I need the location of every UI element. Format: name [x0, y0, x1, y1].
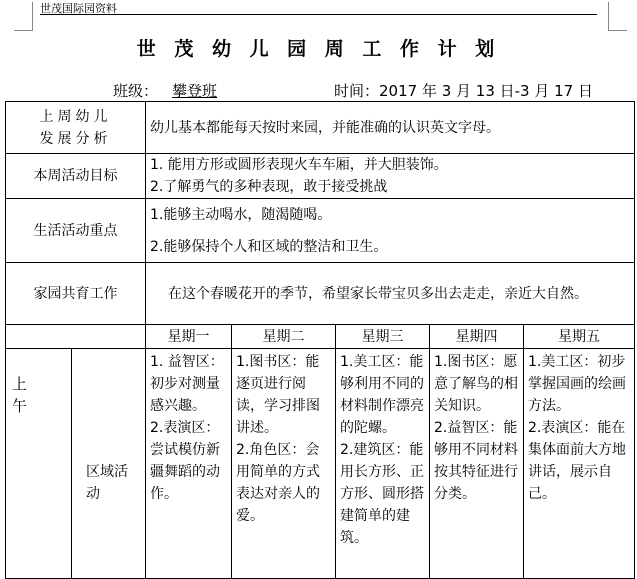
last-week-label: 上周幼儿 发展分析 [6, 102, 146, 154]
row-day-headers [6, 325, 635, 349]
life-label: 生活活动重点 [6, 199, 146, 263]
last-week-content: 幼儿基本都能每天按时来园，并能准确的认识英文字母。 [146, 102, 635, 154]
morning-cell-wed: 1.美工区：能够利用不同的材料制作漂亮的陀螺。 2.建筑区：能用长方形、正方形、圆形搭建简单的建筑。 [336, 349, 430, 579]
goals-label: 本周活动目标 [6, 154, 146, 199]
day-header-tue: 星期二 [232, 325, 336, 349]
day-header-wed: 星期三 [336, 325, 430, 349]
class-label: 班级： [113, 82, 159, 100]
day-header-mon: 星期一 [146, 325, 232, 349]
life-content: 1.能够主动喝水，随渴随喝。 2.能够保持个人和区域的整洁和卫生。 [146, 199, 635, 263]
home-label: 家园共育工作 [6, 263, 146, 325]
class-value: 攀登班 [172, 82, 218, 100]
row-morning [6, 349, 635, 579]
date-range: 时间：2017 年 3 月 13 日-3 月 17 日 [334, 82, 593, 100]
row-last-week [6, 102, 635, 154]
crop-mark-top-right [608, 2, 627, 31]
crop-mark-top-left [14, 2, 33, 31]
morning-cell-tue: 1.图书区：能逐页进行阅读，学习排图讲述。 2.角色区：会用简单的方式表达对亲人的爱。 [232, 349, 336, 579]
morning-cell-thu: 1.图书区：愿意了解鸟的相关知识。 2.益智区：能够用不同材料按其特征进行分类。 [430, 349, 524, 579]
area-activity-label: 区域活 动 [72, 349, 146, 579]
morning-label: 上 午 [6, 349, 72, 579]
day-header-fri: 星期五 [524, 325, 635, 349]
header-rule [40, 14, 597, 15]
goals-content: 1. 能用方形或圆形表现火车车厢，并大胆装饰。 2.了解勇气的多种表现，敢于接受挑战 [146, 154, 635, 199]
document-title: 世 茂 幼 儿 园 周 工 作 计 划 [136, 38, 501, 60]
day-header-blank [6, 325, 146, 349]
morning-cell-mon: 1. 益智区：初步对测量感兴趣。 2.表演区：尝试模仿新疆舞蹈的动作。 [146, 349, 232, 579]
page-header-text: 世茂国际园资料 [40, 2, 117, 15]
morning-cell-fri: 1.美工区：初步掌握国画的绘画方法。 2.表演区：能在集体面前大方地讲话，展示自己。 [524, 349, 635, 579]
day-header-thu: 星期四 [430, 325, 524, 349]
row-home [6, 263, 635, 325]
row-goals [6, 154, 635, 199]
row-life [6, 199, 635, 263]
home-content: 在这个春暖花开的季节，希望家长带宝贝多出去走走，亲近大自然。 [146, 263, 635, 325]
weekly-plan-table [5, 101, 635, 579]
